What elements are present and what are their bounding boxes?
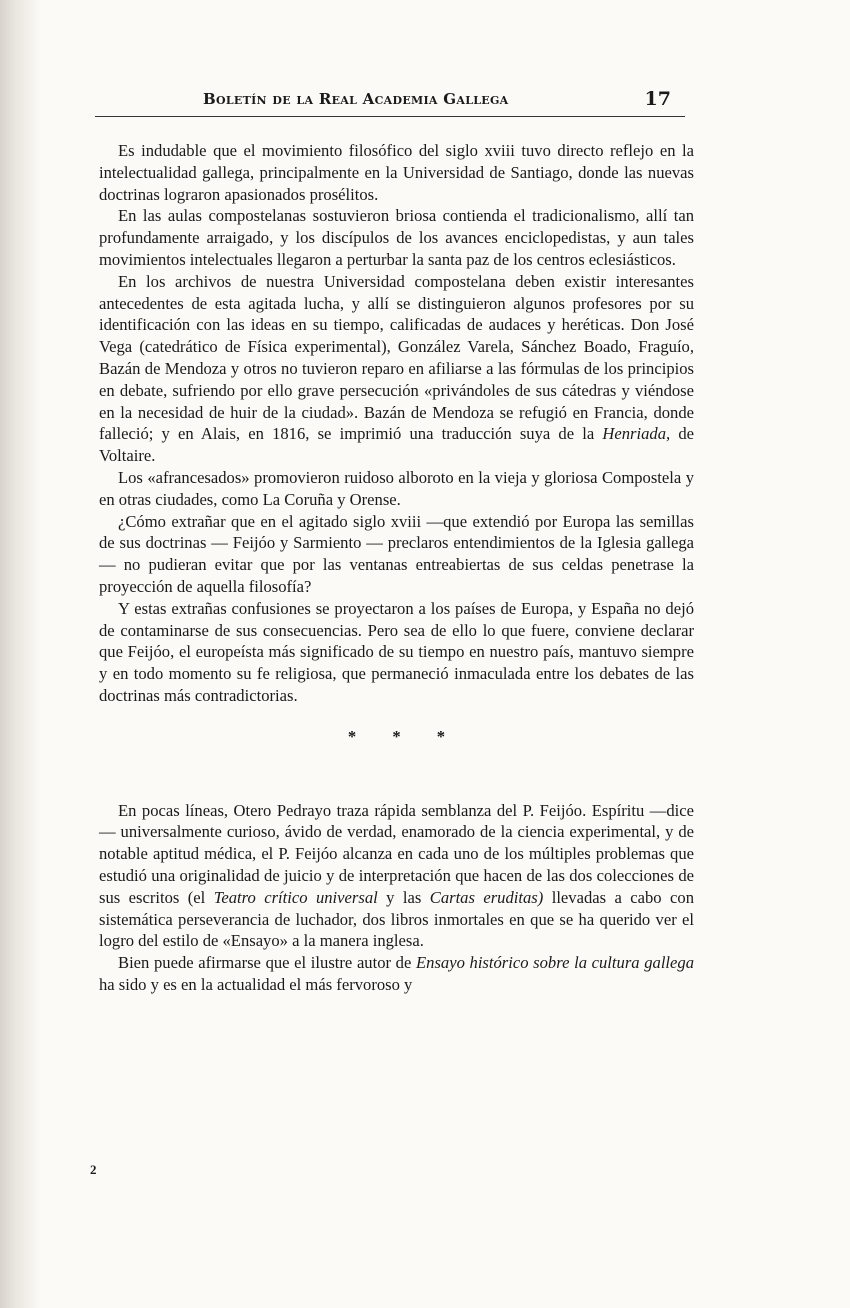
running-header (95, 86, 685, 117)
paragraph: Y estas extrañas confusiones se proyectaron a los países de Europa, y España no dejó de contaminarse de sus consecuencias. Pero sea de ello lo que fuere, conviene declarar que Feijóo, el europeísta más significado de su tiempo en nuestro país, mantuvo siempre y en todo momento su fe religiosa, que permaneció inmaculada entre los debates de las doctrinas más contradictorias. (99, 598, 694, 705)
paragraph: En las aulas compostelanas sostuvieron briosa contienda el tradicionalismo, allí tan profundamente arraigado, y los discípulos de los avances enciclopedistas, y aun tales movimientos intelectuales llegaron a perturbar la santa paz de los centros eclesiásticos. (99, 206, 694, 269)
page-number: 17 (644, 88, 671, 110)
body-text (99, 140, 694, 996)
binding-gutter (0, 0, 40, 1308)
paragraph: En pocas líneas, Otero Pedrayo traza rápida semblanza del P. Feijóo. Espíritu —dice— universalmente curioso, ávido de verdad, enamorado de la ciencia experimental, y de notable aptitud médica, el P. Feijóo alcanza en cada uno de los múltiples problemas que estudió una originalidad de juicio y de interpretación que hacen de las dos colecciones de sus escritos (el Teatro crítico universal y las Cartas eruditas) llevadas a cabo con sistemática perseverancia de luchador, dos libros inmortales en que se ha querido ver el logro del estilo de «Ensayo» a la manera inglesa. (99, 800, 694, 951)
paragraph: En los archivos de nuestra Universidad compostelana deben existir interesantes antecedentes de esta agitada lucha, y allí se distinguieron algunos profesores por su identificación con las ideas en su tiempo, calificadas de audaces y heréticas. Don José Vega (catedrático de Física experimental), González Varela, Sánchez Boado, Fraguío, Bazán de Mendoza y otros no tuvieron reparo en afiliarse a las fórmulas de los principios en debate, sufriendo por ello grave persecución «privándoles de sus cátedras y viéndose en la necesidad de huir de la ciudad». Bazán de Mendoza se refugió en Francia, donde falleció; y en Alais, en 1816, se imprimió una traducción suya de la Henriada, de Voltaire. (99, 271, 695, 466)
paragraph: ¿Cómo extrañar que en el agitado siglo xviii —que extendió por Europa las semillas de sus doctrinas — Feijóo y Sarmiento — preclaros entendimientos de la Iglesia gallega— no pudieran evitar que por las ventanas entreabiertas de sus celdas penetrase la proyección de aquella filosofía? (99, 511, 694, 596)
book-title: Henriada, (602, 424, 671, 444)
paragraph: Los «afrancesados» promovieron ruidoso alboroto en la vieja y gloriosa Compostela y en otras ciudades, como La Coruña y Orense. (99, 467, 694, 509)
running-title: Boletín de la Real Academia Gallega (203, 90, 509, 108)
paragraph: Bien puede afirmarse que el ilustre autor de Ensayo histórico sobre la cultura gallega ha sido y es en la actualidad el más fervoroso y (99, 953, 695, 994)
book-title: Cartas eruditas) (429, 887, 544, 907)
section-separator: * * * (347, 726, 462, 746)
book-title: Ensayo histórico sobre la cultura gallega (416, 953, 695, 973)
book-title: Teatro crítico universal (213, 887, 378, 907)
paragraph: Es indudable que el movimiento filosófico del siglo xviii tuvo directo reflejo en la intelectualidad gallega, principalmente en la Universidad de Santiago, donde las nuevas doctrinas lograron apasionados prosélitos. (99, 141, 694, 204)
signature-mark: 2 (90, 1162, 97, 1177)
